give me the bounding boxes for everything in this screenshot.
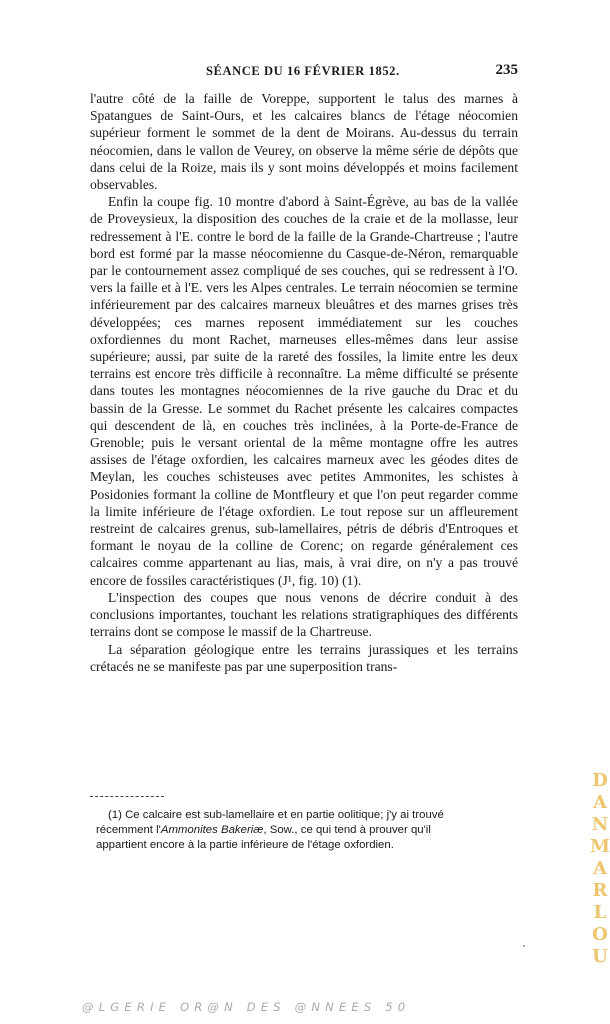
footnote [96,808,518,853]
footnote-text: récemment l' [96,824,161,836]
page-header [96,62,518,82]
paragraph: L'inspection des coupes que nous venons de décrire conduit à des conclusions importantes, touchant les relations stratigraphiques des différents terrains dont se compose le massif de la Chartreuse. [90,589,518,640]
bottom-watermark: @LGERIE OR@N DES @NNEES 50 [82,1000,411,1014]
side-watermark: DANMARLOU [590,770,610,967]
footnote-line: appartient encore à la partie inférieure de l'étage oxfordien. [96,839,394,851]
paragraph: l'autre côté de la faille de Voreppe, supportent le talus des marnes à Spatangues de Saint-Ours, et les calcaires blancs de l'étage néocomien supérieur forment le sommet de la dent de Moirans. Au-dessus du terrain néocomien, dans le vallon de Veurey, on observe la même série de dépôts que dans celui de la Roize, mais ils y sont moins développés et moins facilement observables. [90,91,518,193]
speck [523,945,525,947]
footnote-separator [90,796,164,797]
paragraph: La séparation géologique entre les terrains jurassiques et les terrains crétacés ne se manifeste pas par une superposition trans- [90,641,518,674]
footnote-species-name: Ammonites Bakeriæ [160,824,264,836]
footnote-line [96,824,431,836]
footnote-text: , Sow., ce qui tend à prouver qu'il [263,824,431,836]
running-head: SÉANCE DU 16 FÉVRIER 1852. [206,64,400,78]
paragraph: Enfin la coupe fig. 10 montre d'abord à Saint-Égrève, au bas de la vallée de Proveysieux, la disposition des couches de la craie et de la mollasse, leur redressement à l'E. contre le bord de la faille de la Grande-Chartreuse ; l'autre bord est formé par la masse néocomienne du Casque-de-Néron, remarquable par le contournement assez compliqué de ses couches, qui se redressent à l'O. vers la faille et à l'E. vers les Alpes centrales. Le terrain néocomien se termine inférieurement par des calcaires marneux bleuâtres et des marnes grises très développées; ces marnes reposent immédiatement sur les couches oxfordiennes du mont Rachet, marneuses elles-mêmes dans leur assise supérieure; aussi, par suite de la rareté des fossiles, la limite entre les deux terrains est encore très difficile à reconnaître. La même difficulté se présente dans toutes les montagnes néocomiennes de la rive gauche du Drac et du bassin de la Gresse. Le sommet du Rachet présente les calcaires compactes qui descendent de là, en couches très inclinées, à la Porte-de-France de Grenoble; puis le versant oriental de la même montagne offre les autres assises de l'étage oxfordien, les calcaires marneux avec les géodes dites de Meylan, les couches schisteuses avec petites Ammonites, les schistes à Posidonies formant la colline de Montfleury et que l'on peut regarder comme la limite inférieure de l'étage oxfordien. Le tout repose sur un affleurement restreint de calcaires grenus, sub-lamellaires, pétris de débris d'Entroques et formant le noyau de la colline de Corenc; on regarde généralement ces calcaires comme appartenant au lias, mais, à vrai dire, on n'y a pas trouvé encore de fossiles caractéristiques (J¹, fig. 10) (1). [90,194,518,588]
body-text [90,90,518,675]
page-number: 235 [495,62,518,78]
footnote-line: (1) Ce calcaire est sub-lamellaire et en partie oolitique; j'y ai trouvé [108,809,444,821]
